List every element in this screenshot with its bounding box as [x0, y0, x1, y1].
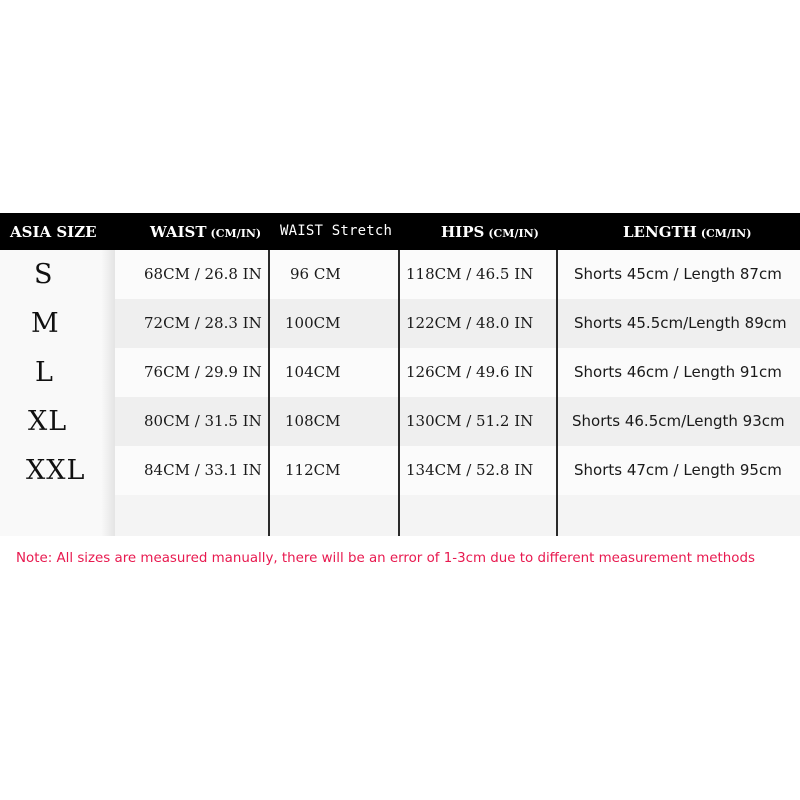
header-waist-label: WAIST [150, 223, 207, 241]
hips-value: 130CM / 51.2 IN [406, 412, 534, 430]
size-table [0, 213, 800, 536]
waist-value: 68CM / 26.8 IN [144, 265, 262, 283]
waist-value: 84CM / 33.1 IN [144, 461, 262, 479]
waist-stretch-value: 112CM [285, 461, 341, 479]
measurement-note: Note: All sizes are measured manually, there will be an error of 1-3cm due to different measurement methods [16, 551, 755, 566]
hips-value: 134CM / 52.8 IN [406, 461, 534, 479]
table-body [0, 250, 800, 536]
table-empty-row [0, 495, 800, 536]
column-divider [556, 250, 558, 536]
header-length [623, 213, 751, 250]
header-waist-unit: (CM/IN) [210, 227, 262, 240]
waist-stretch-value: 100CM [285, 314, 341, 332]
size-label: XL [28, 406, 68, 437]
header-asia-size-label: ASIA SIZE [10, 223, 97, 241]
size-label: S [34, 259, 54, 290]
size-label: M [31, 308, 60, 339]
header-asia-size [10, 213, 97, 250]
hips-value: 122CM / 48.0 IN [406, 314, 534, 332]
length-value: Shorts 46cm / Length 91cm [574, 363, 782, 381]
header-hips [441, 213, 539, 250]
header-length-label: LENGTH [623, 223, 697, 241]
waist-value: 72CM / 28.3 IN [144, 314, 262, 332]
column-divider [398, 250, 400, 536]
header-waist-stretch [280, 213, 392, 250]
column-divider [268, 250, 270, 536]
size-label: L [35, 357, 54, 388]
waist-value: 76CM / 29.9 IN [144, 363, 262, 381]
header-hips-label: HIPS [441, 223, 485, 241]
waist-stretch-value: 104CM [285, 363, 341, 381]
waist-value: 80CM / 31.5 IN [144, 412, 262, 430]
waist-stretch-value: 108CM [285, 412, 341, 430]
header-waist [150, 213, 261, 250]
length-value: Shorts 47cm / Length 95cm [574, 461, 782, 479]
length-value: Shorts 45.5cm/Length 89cm [574, 314, 787, 332]
header-hips-unit: (CM/IN) [488, 227, 539, 240]
hips-value: 126CM / 49.6 IN [406, 363, 534, 381]
length-value: Shorts 46.5cm/Length 93cm [572, 412, 785, 430]
size-label: XXL [26, 455, 86, 486]
header-length-unit: (CM/IN) [700, 227, 752, 240]
waist-stretch-value: 96 CM [290, 265, 341, 283]
length-value: Shorts 45cm / Length 87cm [574, 265, 782, 283]
hips-value: 118CM / 46.5 IN [406, 265, 534, 283]
table-header [0, 213, 800, 250]
header-waist-stretch-label: WAIST Stretch [280, 223, 393, 239]
